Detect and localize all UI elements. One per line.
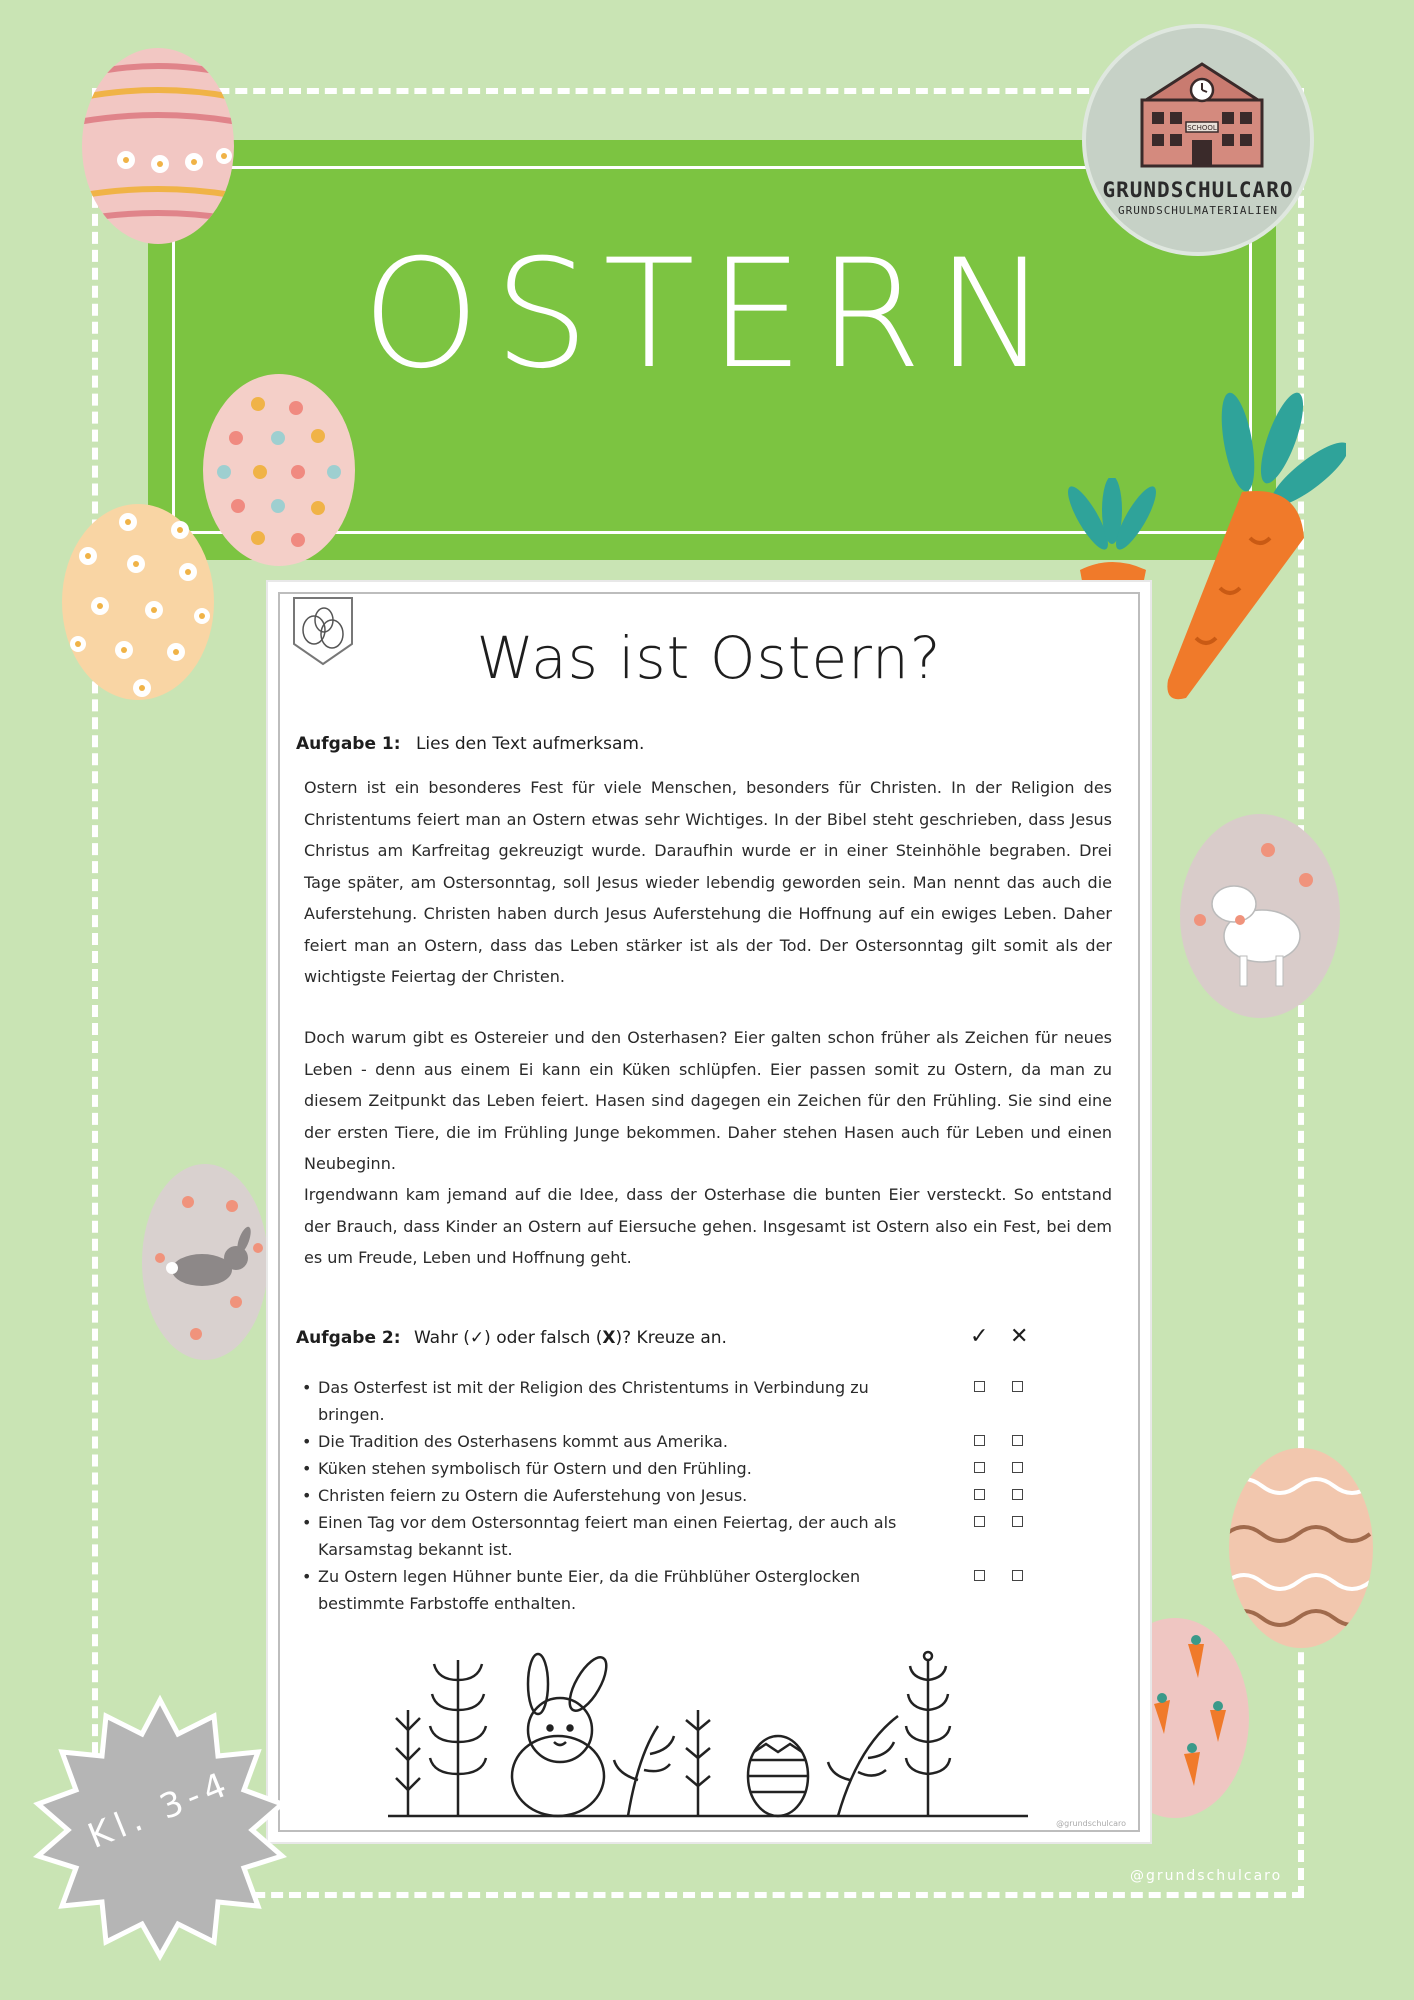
statement-1: • Das Osterfest ist mit der Religion des Christentums in Verbindung zu bringen. [318, 1374, 928, 1428]
checkbox-true-2[interactable] [974, 1435, 985, 1446]
page-title: OSTERN [361, 228, 1063, 402]
task2-label [296, 1328, 727, 1348]
statement-2: • Die Tradition des Osterhasens kommt aus Amerika. [318, 1428, 928, 1455]
bunny-egg-icon [140, 1158, 270, 1362]
statement-4: • Christen feiern zu Ostern die Auferstehung von Jesus. [318, 1482, 928, 1509]
checkbox-false-1[interactable] [1012, 1381, 1023, 1392]
dotted-egg-icon [200, 368, 358, 568]
logo-subtitle: GRUNDSCHULMATERIALIEN [1117, 204, 1279, 217]
column-true-header: ✓ [970, 1324, 989, 1349]
task1-number: Aufgabe 1: [296, 734, 401, 754]
brand-logo [1082, 24, 1314, 256]
checkbox-true-3[interactable] [974, 1462, 985, 1473]
paragraph-1: Ostern ist ein besonderes Fest für viele Menschen, besonders für Christen. In der Religion des Christentums feiert man an Ostern etwas sehr Wichtiges. In der Bibel steht geschrieben, dass Jesus Christus am Karfreitag gekreuzigt wurde. Daraufhin wurde er in einer Steinhöhle begraben. Drei Tage später, am Ostersonntag, soll Jesus wieder lebendig geworden sein. Man nennt das auch die Auferstehung. Christen haben durch Jesus Auferstehung die Hoffnung auf ein ewiges Leben. Daher feiert man an Ostern, dass das Leben stärker ist als der Tod. Der Ostersonntag gilt somit als der wichtigste Feiertag der Christen. [304, 778, 1112, 986]
worksheet-title: Was ist Ostern? [476, 624, 942, 692]
worksheet [268, 582, 1150, 1842]
statement-5: • Einen Tag vor dem Ostersonntag feiert man einen Feiertag, der auch als Karsamstag bekannt ist. [318, 1509, 928, 1563]
logo-name: GRUNDSCHULCARO [1102, 178, 1294, 202]
checkbox-false-6[interactable] [1012, 1570, 1023, 1581]
footer-handle: @grundschulcaro [1130, 1868, 1283, 1884]
statement-3: • Küken stehen symbolisch für Ostern und den Frühling. [318, 1455, 928, 1482]
worksheet-credit: @grundschulcaro [1056, 1819, 1126, 1828]
lamb-egg-icon [1176, 808, 1344, 1022]
school-building-icon [1086, 28, 1314, 256]
checkbox-false-2[interactable] [1012, 1435, 1023, 1446]
flower-egg-icon [58, 494, 218, 704]
checkbox-true-1[interactable] [974, 1381, 985, 1392]
checkbox-true-4[interactable] [974, 1489, 985, 1500]
paragraph-3: Irgendwann kam jemand auf die Idee, dass der Osterhase die bunten Eier versteckt. So entstand der Brauch, dass Kinder an Ostern auf Eiersuche gehen. Insgesamt ist Ostern also ein Fest, bei dem es um Freude, Leben und Hoffnung geht. [304, 1185, 1112, 1267]
striped-egg-icon [78, 36, 238, 246]
false-mark: X [602, 1328, 616, 1348]
paragraph-2: Doch warum gibt es Ostereier und den Osterhasen? Eier galten schon früher als Zeichen für neues Leben - denn aus einem Ei kann ein Küken schlüpfen. Eier passen somit zu Ostern, da man zu diesem Zeitpunkt das Leben feiert. Hasen sind dagegen ein Zeichen für den Frühling. Sie sind eine der ersten Tiere, die im Frühling Junge bekommen. Daher stehen Hasen auch für Leben und einen Neubeginn. [304, 1028, 1112, 1173]
checkbox-false-5[interactable] [1012, 1516, 1023, 1527]
checkbox-true-5[interactable] [974, 1516, 985, 1527]
large-carrot-icon [1150, 388, 1346, 706]
school-sign-text: SCHOOL [1187, 124, 1217, 132]
true-mark: ✓ [469, 1328, 485, 1348]
task1-instruction: Lies den Text aufmerksam. [415, 734, 645, 754]
checkbox-false-4[interactable] [1012, 1489, 1023, 1500]
task1-label [296, 734, 644, 754]
column-false-header: ✕ [1010, 1324, 1029, 1349]
task2-number: Aufgabe 2: [296, 1328, 401, 1348]
task2-instruction-a: Wahr ( [413, 1328, 470, 1348]
statement-6: • Zu Ostern legen Hühner bunte Eier, da die Frühblüher Osterglocken bestimmte Farbstoffe enthalten. [318, 1563, 928, 1617]
bunny-plants-doodle-icon [388, 1650, 1028, 1820]
task2-instruction-b: ) oder falsch ( [484, 1328, 603, 1348]
grade-label: Kl. 3-4 [82, 1763, 238, 1857]
checkbox-false-3[interactable] [1012, 1462, 1023, 1473]
task2-instruction-c: )? Kreuze an. [615, 1328, 727, 1348]
checkbox-true-6[interactable] [974, 1570, 985, 1581]
